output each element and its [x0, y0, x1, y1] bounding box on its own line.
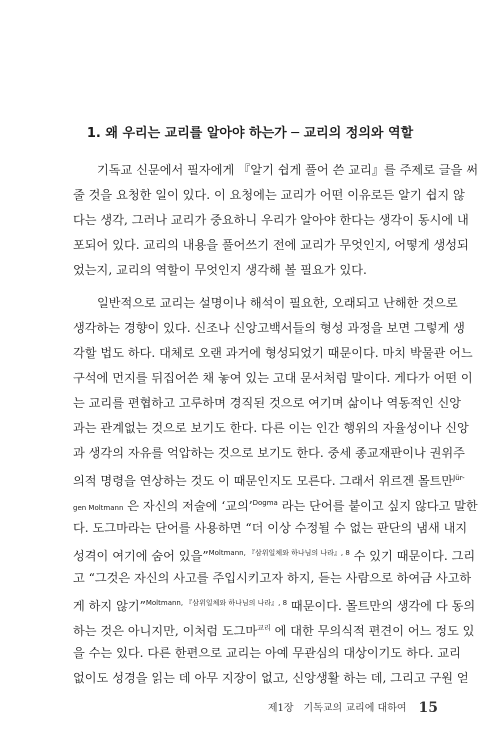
text-segment: 때문이다. 몰트만의 생각에 다 동의	[290, 599, 476, 614]
text-line: 과는 관계없는 것으로 보기도 한다. 다른 이는 인간 행위의 자율성이나 신앙	[73, 421, 469, 435]
text-line: 구석에 먼지를 뒤집어쓴 채 놓여 있는 고대 문서처럼 말이다. 게다가 어떤 이	[73, 371, 473, 385]
text-line: 포되어 있다. 교리의 내용을 풀어쓰기 전에 교리가 무엇인지, 어떻게 생성되	[73, 238, 469, 252]
section-heading: 1. 왜 우리는 교리를 알아야 하는가 ─ 교리의 정의와 역할	[86, 126, 414, 141]
text-line: 일반적으로 교리는 설명이나 해석이 필요한, 오래되고 난해한 것으로	[97, 296, 458, 310]
citation-note: Moltmann, 『삼위일체와 하나님의 나라』, 8	[145, 599, 288, 607]
text-line: 각할 법도 하다. 대체로 오랜 과거에 형성되었기 때문이다. 마치 박물관 어느	[73, 346, 473, 360]
text-line: 생각하는 경향이 있다. 신조나 신앙고백서들의 형성 과정을 보면 그렇게 생	[73, 321, 465, 335]
dogma-gloss-note: 교리	[257, 624, 271, 632]
paragraph-1	[73, 158, 478, 283]
text-line	[73, 491, 478, 516]
paragraph-2	[73, 291, 478, 691]
text-segment: 게 하지 않기”	[73, 599, 146, 614]
text-line: 었는지, 교리의 역할이 무엇인지 생각해 볼 필요가 있다.	[73, 263, 367, 277]
moltmann-name-note: gen Moltmann	[73, 504, 124, 513]
text-segment: 의적 명령을 연상하는 것도 이 때문인지도 모른다. 그래서 위르겐 몰트만	[73, 474, 454, 489]
text-segment: 성격이 여기에 숨어 있을”	[73, 549, 209, 564]
text-line: 는 교리를 편협하고 고루하며 경직된 것으로 여기며 삶이나 역동적인 신앙	[73, 396, 462, 410]
text-line	[73, 541, 476, 566]
page-number: 15	[418, 700, 438, 716]
text-line: 다는 생각, 그러나 교리가 중요하니 우리가 알아야 한다는 생각이 동시에 내	[73, 213, 469, 227]
text-line: 고 “그것은 자신의 사고를 주입시키고자 하지, 듣는 사람으로 하여금 사고하	[73, 571, 472, 585]
dogma-note: Dogma	[252, 499, 278, 507]
text-line: 을 수는 있다. 다른 한편으로 교리는 아예 무관심의 대상이기도 하다. 교리	[73, 646, 461, 660]
text-segment: 은 자신의 저술에 ‘교의’	[127, 499, 253, 514]
text-line	[73, 466, 465, 491]
text-line: 없이도 성경을 읽는 데 아무 지장이 없고, 신앙생활 하는 데, 그리고 구원 얻	[73, 671, 469, 685]
text-line: 줄 것을 요청한 일이 있다. 이 요청에는 교리가 어떤 이유로든 알기 쉽지 않	[73, 188, 465, 202]
citation-note: Moltmann, 『삼위일체와 하나님의 나라』, 8	[208, 549, 350, 557]
text-line	[73, 591, 476, 616]
text-segment: 라는 단어를 붙이고 싶지 않다고 말한	[281, 499, 478, 514]
text-segment: 에 대한 무의식적 편견이 어느 정도 있	[274, 624, 475, 639]
text-line: 다. 도그마라는 단어를 사용하면 “더 이상 수정될 수 없는 판단의 냄새 내지	[73, 521, 468, 535]
page-footer	[0, 699, 438, 716]
moltmann-name-note: Jür-	[453, 474, 465, 482]
body-text	[73, 158, 478, 691]
text-line: 기독교 신문에서 필자에게 『알기 쉽게 풀어 쓴 교리』를 주제로 글을 써	[97, 163, 478, 177]
text-line	[73, 616, 475, 641]
text-segment: 하는 것은 아니지만, 이처럼 도그마	[73, 624, 258, 639]
running-footer-chapter: 제1장 기독교의 교리에 대하여	[267, 703, 407, 714]
text-segment: 수 있기 때문이다. 그리	[353, 549, 476, 564]
text-line: 과 생각의 자유를 억압하는 것으로 보기도 한다. 중세 종교재판이나 권위주	[73, 446, 465, 460]
